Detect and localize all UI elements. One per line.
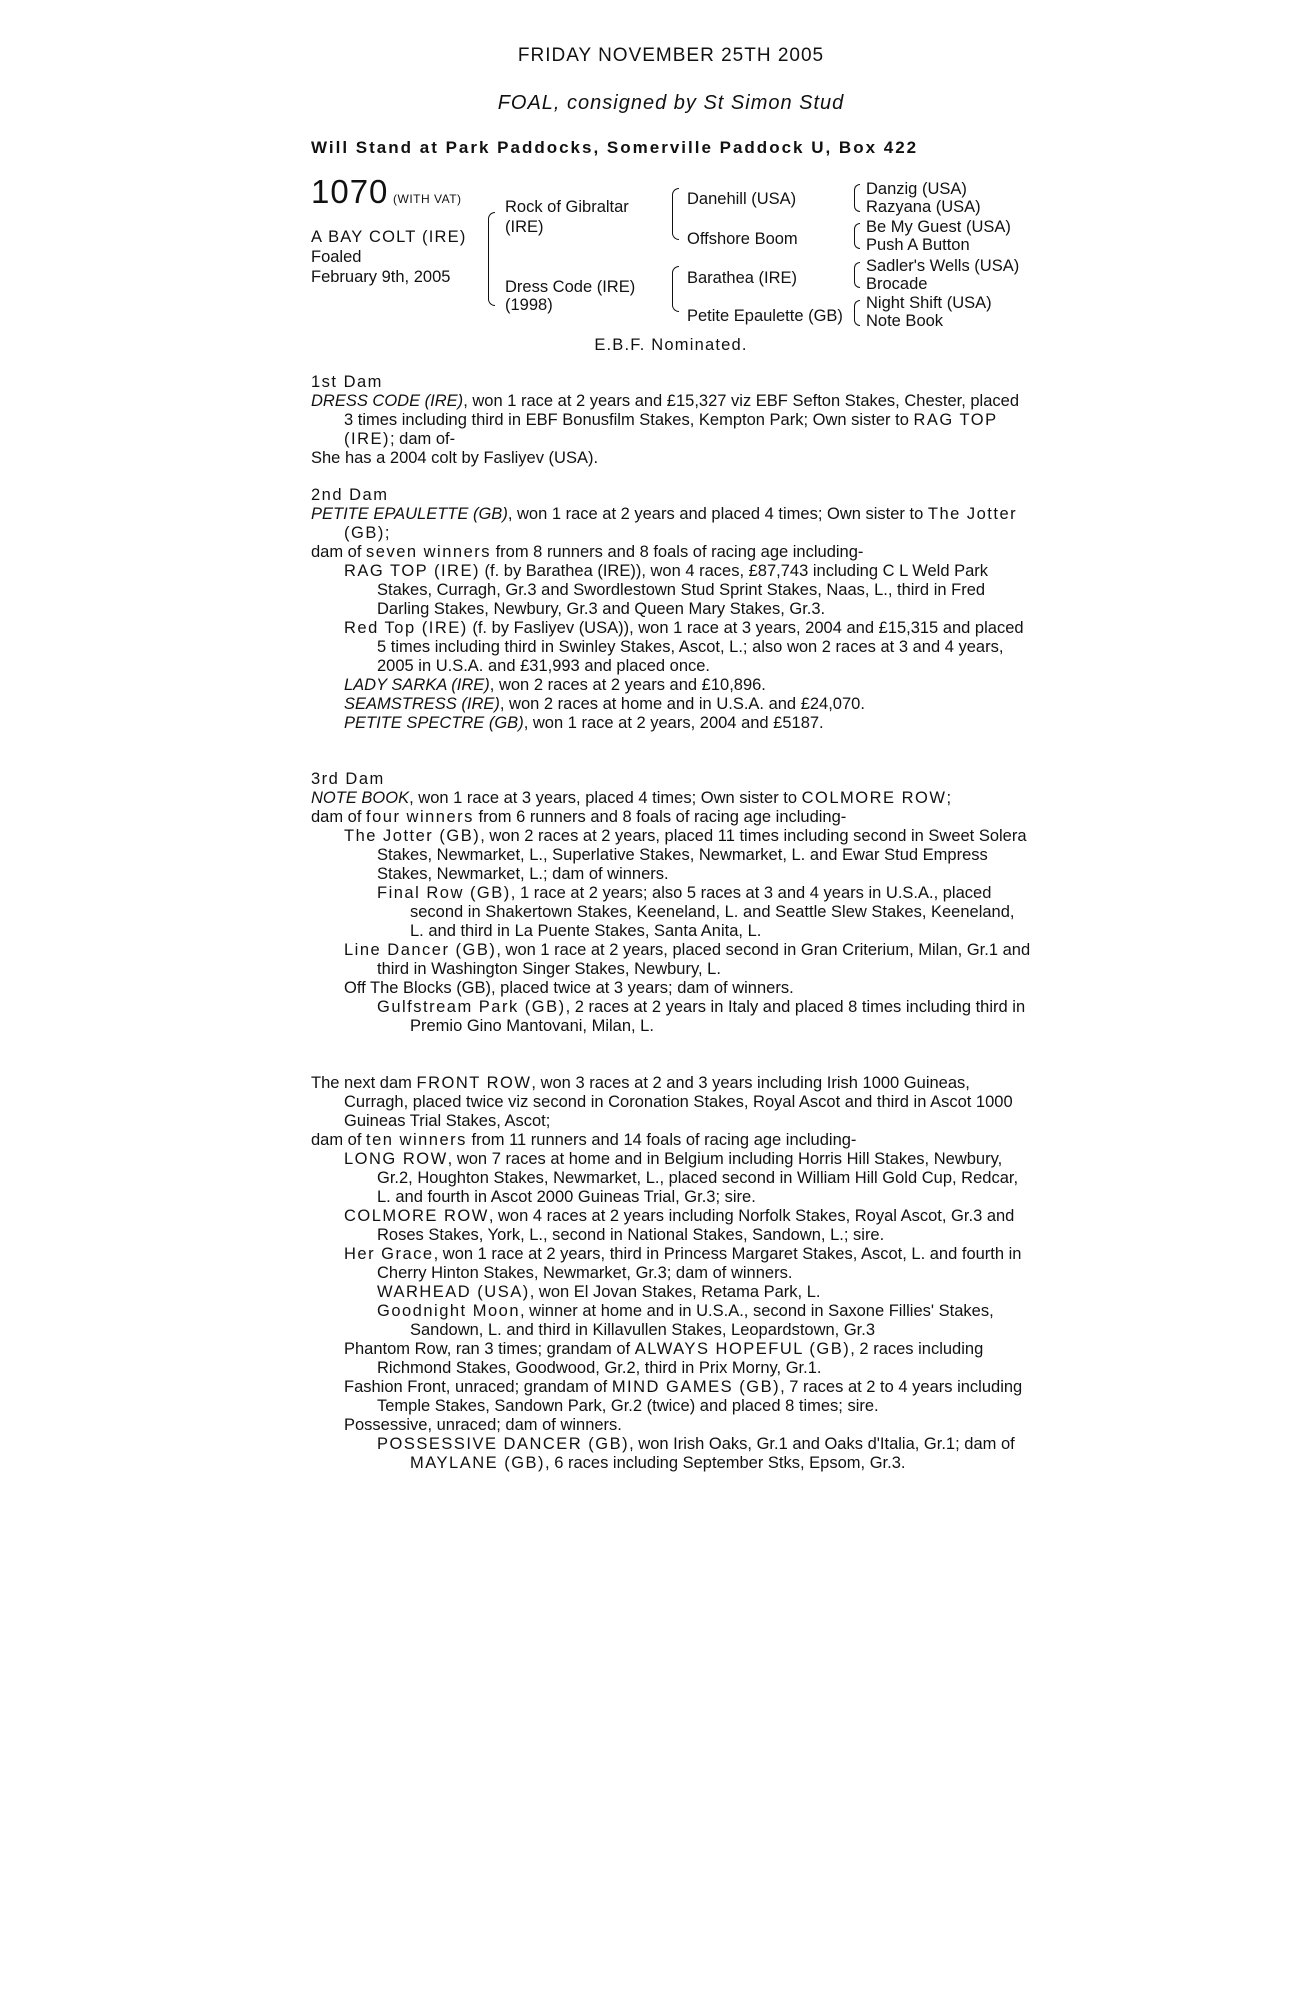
produce-petite-spectre: PETITE SPECTRE (GB), won 1 race at 2 years, 2004 and £5187. [344, 714, 824, 732]
first-dam-entry [311, 392, 1031, 449]
pedigree-dam-sire: Barathea (IRE) [687, 269, 798, 287]
produce-rag-top: RAG TOP (IRE) (f. by Barathea (IRE)), won 4 races, £87,743 including C L Weld Park Stakes, Curragh, Gr.3 and Swordlestown Stud Sprint Stakes, Naas, L., third in Fred Darling Stakes, Newbury, Gr.3 and Queen Mary Stakes, Gr.3. [344, 562, 989, 618]
pedigree-sire-country: (IRE) [505, 218, 544, 236]
consignor-line: FOAL, consigned by St Simon Stud [497, 92, 845, 114]
pedigree-sire-dam: Offshore Boom [687, 230, 798, 248]
third-dam-produce-line: dam of four winners from 6 runners and 8 foals of racing age including- [311, 808, 847, 826]
second-dam-heading: 2nd Dam [311, 486, 389, 504]
produce-goodnight-moon: Goodnight Moon, winner at home and in U.S.A., second in Saxone Fillies' Stakes, Sandown, L. and third in Killavullen Stakes, Leopardstown, Gr.3 [377, 1302, 994, 1339]
produce-the-jotter: The Jotter (GB), won 2 races at 2 years, placed 11 times including second in Sweet Solera Stakes, Newmarket, L., Superlative Stakes, Newmarket, L. and Ewar Stud Empress Stakes, Newmarket, L.; dam of winners. [344, 827, 1027, 883]
third-dam-entry: NOTE BOOK, won 1 race at 3 years, placed 4 times; Own sister to COLMORE ROW; [311, 789, 952, 807]
vat-note: (WITH VAT) [393, 192, 462, 206]
second-dam-produce-line: dam of seven winners from 8 runners and 8 foals of racing age including- [311, 543, 864, 561]
first-dam-text2: ; dam of- [390, 430, 456, 448]
second-dam-section [311, 486, 1031, 733]
pedigree-brace-gg1 [854, 184, 860, 212]
second-dam-text: , won 1 race at 2 years and placed 4 times; Own sister to [507, 505, 928, 523]
produce-her-grace: Her Grace, won 1 race at 2 years, third in Princess Margaret Stakes, Ascot, L. and fourth in Cherry Hinton Stakes, Newmarket, Gr.3; dam of winners. [344, 1245, 1022, 1282]
pedigree-ggp-1: Danzig (USA) [866, 180, 967, 198]
third-dam-name: NOTE BOOK [311, 789, 410, 807]
produce-line-dancer: Line Dancer (GB), won 1 race at 2 years, placed second in Gran Criterium, Milan, Gr.1 and third in Washington Singer Stakes, Newbury, L. [344, 941, 1031, 978]
pedigree-ggp-7: Night Shift (USA) [866, 294, 992, 312]
second-dam-text2: ; [384, 524, 390, 542]
second-dam-sister: The Jotter (GB) [344, 505, 1018, 542]
sale-date: FRIDAY NOVEMBER 25TH 2005 [517, 45, 825, 66]
pedigree-dam: Dress Code (IRE) [505, 278, 636, 296]
next-dam-entry: The next dam FRONT ROW, won 3 races at 2 and 3 years including Irish 1000 Guineas, Curragh, placed twice viz second in Coronation Stakes, Royal Ascot and third in Ascot 1000 Guineas Trial Stakes, Ascot; [311, 1074, 1013, 1130]
pedigree-sire-sire: Danehill (USA) [687, 190, 797, 208]
first-dam-section [311, 373, 1031, 468]
pedigree-dam-dam: Petite Epaulette (GB) [687, 307, 843, 325]
foaled-date: February 9th, 2005 [311, 268, 451, 286]
lot-description: A BAY COLT (IRE) [311, 228, 467, 246]
ebf-nominated: E.B.F. Nominated. [594, 336, 748, 354]
produce-fashion-front: Fashion Front, unraced; grandam of MIND GAMES (GB), 7 races at 2 to 4 years including Temple Stakes, Sandown Park, Gr.2 (twice) and placed 8 times; sire. [344, 1378, 1023, 1415]
produce-warhead: WARHEAD (USA), won El Jovan Stakes, Retama Park, L. [377, 1283, 821, 1301]
produce-gulfstream-park: Gulfstream Park (GB), 2 races at 2 years in Italy and placed 8 times including third in Premio Gino Mantovani, Milan, L. [377, 998, 1026, 1035]
first-dam-produce: She has a 2004 colt by Fasliyev (USA). [311, 449, 599, 467]
pedigree-ggp-3: Be My Guest (USA) [866, 218, 1011, 236]
first-dam-name: DRESS CODE (IRE) [311, 392, 464, 410]
pedigree-sire: Rock of Gibraltar [505, 198, 629, 216]
first-dam-heading: 1st Dam [311, 373, 383, 391]
pedigree-ggp-5: Sadler's Wells (USA) [866, 257, 1020, 275]
third-dam-sister: COLMORE ROW [801, 789, 947, 807]
next-dam-produce-line: dam of ten winners from 11 runners and 14 foals of racing age including- [311, 1131, 857, 1149]
produce-colmore-row: COLMORE ROW, won 4 races at 2 years including Norfolk Stakes, Royal Ascot, Gr.3 and Roses Stakes, York, L., second in National Stakes, Sandown, L.; sire. [344, 1207, 1015, 1244]
produce-final-row: Final Row (GB), 1 race at 2 years; also 5 races at 3 and 4 years in U.S.A., placed second in Shakertown Stakes, Keeneland, L. and Seattle Slew Stakes, Keeneland, L. and third in La Puente Stakes, Santa Anita, L. [377, 884, 1015, 940]
next-dam-name: FRONT ROW [416, 1074, 532, 1092]
pedigree-brace-sire [672, 188, 679, 240]
pedigree-brace-dam [672, 266, 679, 312]
pedigree-ggp-8: Note Book [866, 312, 944, 330]
pedigree-ggp-6: Brocade [866, 275, 928, 293]
third-dam-section [311, 770, 1031, 1036]
third-dam-heading: 3rd Dam [311, 770, 385, 788]
produce-possessive-dancer: POSSESSIVE DANCER (GB), won Irish Oaks, Gr.1 and Oaks d'Italia, Gr.1; dam of MAYLANE (GB), 6 races including September Stks, Epsom, Gr.3. [377, 1435, 1015, 1472]
pedigree-brace-gg3 [854, 262, 860, 288]
lot-number-block [311, 173, 462, 210]
pedigree-brace-gg4 [854, 300, 860, 326]
lot-number: 1070 [311, 173, 389, 210]
foaled-label: Foaled [311, 248, 362, 266]
pedigree-ggp-4: Push A Button [866, 236, 970, 254]
produce-phantom-row: Phantom Row, ran 3 times; grandam of ALWAYS HOPEFUL (GB), 2 races including Richmond Stakes, Goodwood, Gr.2, third in Prix Morny, Gr.1. [344, 1340, 984, 1377]
second-dam-winners: seven winners [366, 543, 492, 561]
produce-possessive: Possessive, unraced; dam of winners. [344, 1416, 622, 1434]
produce-lady-sarka: LADY SARKA (IRE), won 2 races at 2 years and £10,896. [344, 676, 766, 694]
next-dam-section [311, 1074, 1031, 1473]
first-dam-sister: RAG TOP (IRE) [344, 411, 998, 448]
produce-long-row: LONG ROW, won 7 races at home and in Belgium including Horris Hill Stakes, Newbury, Gr.2, Houghton Stakes, Newmarket, L., placed second in William Hill Gold Cup, Redcar, L. and fourth in Ascot 2000 Guineas Trial, Gr.3; sire. [344, 1150, 1019, 1206]
pedigree-dam-year: (1998) [505, 296, 553, 314]
second-dam-entry [311, 505, 1031, 543]
pedigree-brace-gg2 [854, 223, 860, 249]
first-dam-text: , won 1 race at 2 years and £15,327 viz EBF Sefton Stakes, Chester, placed 3 times including third in EBF Bonusfilm Stakes, Kempton Park; Own sister to [344, 392, 1020, 429]
produce-seamstress: SEAMSTRESS (IRE), won 2 races at home and in U.S.A. and £24,070. [344, 695, 865, 713]
produce-off-the-blocks: Off The Blocks (GB), placed twice at 3 years; dam of winners. [344, 979, 794, 997]
produce-red-top: Red Top (IRE) (f. by Fasliyev (USA)), won 1 race at 3 years, 2004 and £15,315 and placed 5 times including third in Swinley Stakes, Ascot, L.; also won 2 races at 3 and 4 years, 2005 in U.S.A. and £31,993 and placed once. [344, 619, 1024, 675]
pedigree-brace-main [488, 212, 495, 306]
stand-location: Will Stand at Park Paddocks, Somerville Paddock U, Box 422 [311, 138, 919, 157]
second-dam-name: PETITE EPAULETTE (GB) [311, 505, 508, 523]
pedigree-ggp-2: Razyana (USA) [866, 198, 981, 216]
